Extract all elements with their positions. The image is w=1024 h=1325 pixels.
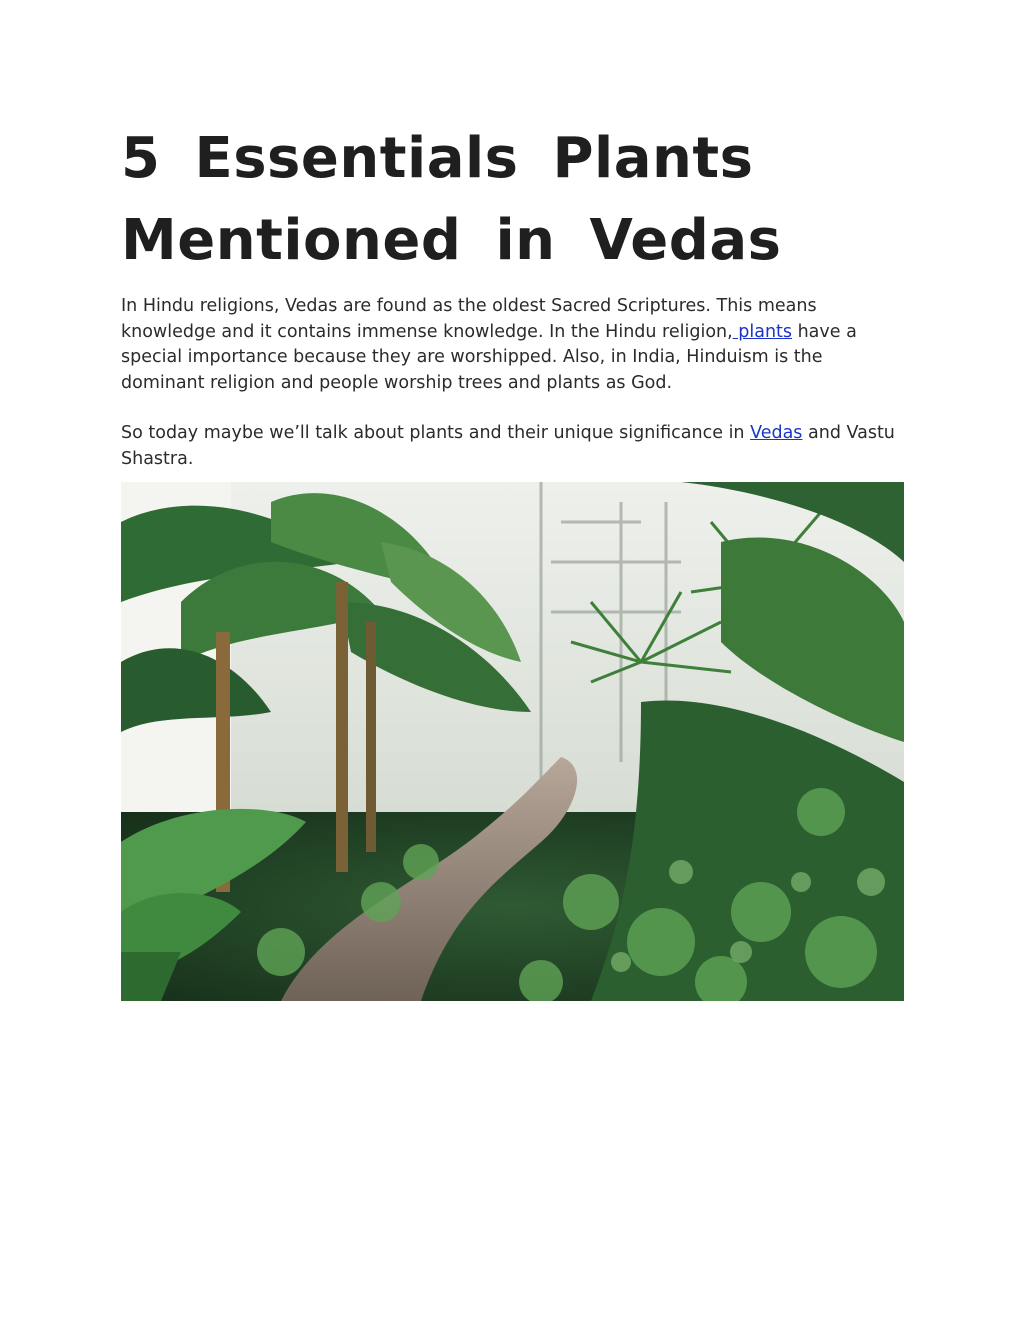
article (121, 118, 905, 472)
greenhouse-illustration (121, 482, 904, 1001)
title-line-2: Mentioned in Vedas (121, 208, 782, 273)
topic-text-end: and Vastu Shastra. (121, 423, 895, 469)
vedas-link[interactable]: Vedas (750, 423, 803, 443)
intro-text-end: have a special importance because they are worshipped. Also, in India, Hinduism is the dominant religion and people worship trees and plants as God. (121, 321, 857, 393)
page-title (121, 118, 905, 282)
intro-paragraph (121, 294, 905, 396)
plants-link[interactable]: plants (732, 321, 793, 342)
title-line-1: 5 Essentials Plants (121, 126, 754, 191)
topic-paragraph (121, 421, 905, 472)
topic-text-start: So today maybe we’ll talk about plants and their unique significance in (121, 423, 751, 443)
intro-text-start: In Hindu religions, Vedas are found as the oldest Sacred Scriptures. This means knowledge and it contains immense knowledge. In the Hindu religion, (121, 296, 817, 342)
greenhouse-photo (121, 482, 904, 1001)
